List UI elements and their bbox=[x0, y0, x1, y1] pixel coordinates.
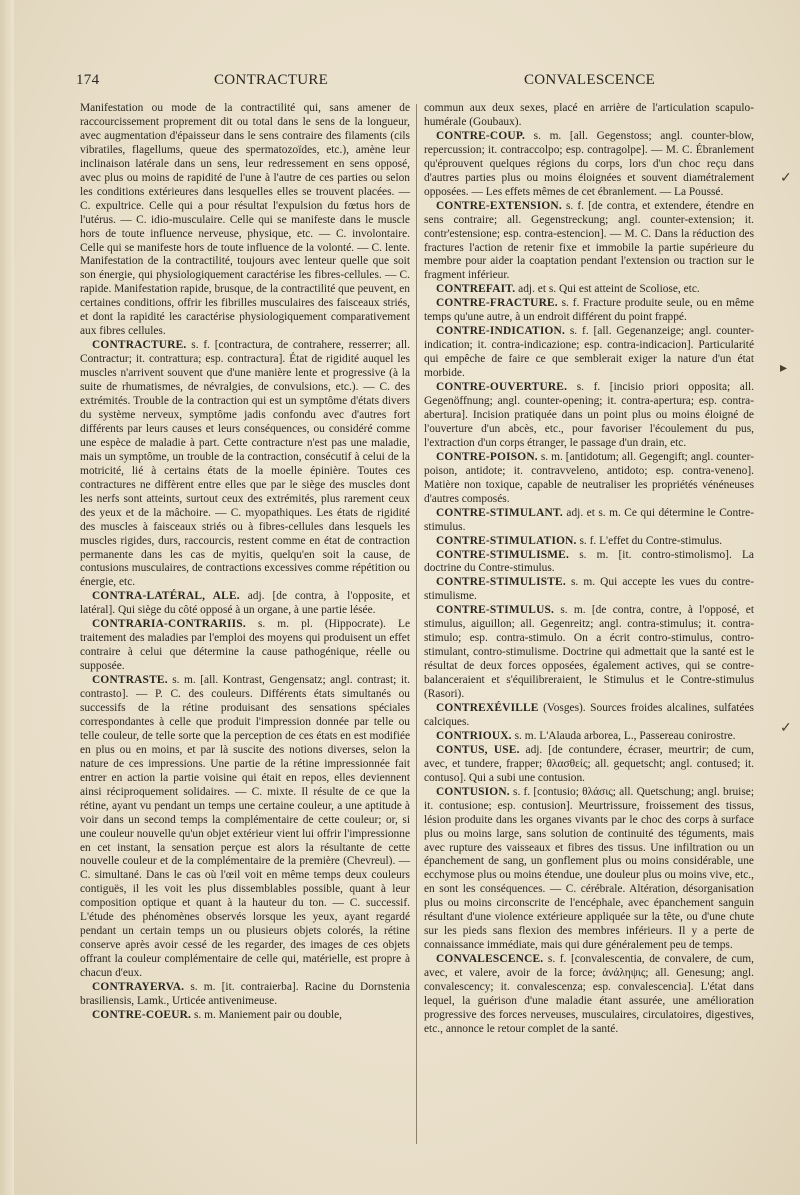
dictionary-entry bbox=[424, 953, 754, 1037]
entry-headword: CONTRASTE. bbox=[92, 674, 168, 687]
entry-headword: CONTRACTURE. bbox=[92, 339, 187, 352]
entry-headword: CONTUS, USE. bbox=[436, 743, 520, 756]
dictionary-entry bbox=[80, 590, 410, 618]
entry-text: adj. [de contundere, écraser, meurtrir; de cum, avec, et tundere, frapper; θλασθείς; all. gequetscht; angl. contused; it. contuso]. Qui a subi une contusion. bbox=[424, 743, 754, 784]
page-number: 174 bbox=[76, 72, 100, 88]
dictionary-entry bbox=[424, 381, 754, 451]
dictionary-entry bbox=[424, 576, 754, 604]
right-running-title: CONVALESCENCE bbox=[524, 72, 656, 88]
margin-arrow: ▸ bbox=[780, 360, 788, 376]
entry-text: adj. et s. m. Ce qui détermine le Contre-stimulus. bbox=[424, 506, 754, 533]
dictionary-entry bbox=[424, 130, 754, 200]
entry-headword: CONTRE-OUVERTURE. bbox=[436, 381, 568, 394]
dictionary-entry bbox=[424, 786, 754, 953]
entry-headword: CONTUSION. bbox=[436, 785, 510, 798]
entry-text: s. m. [it. contraierba]. Racine du Dornstenia brasiliensis, Lamk., Urticée antivenimeuse. bbox=[80, 981, 410, 1007]
dictionary-entry bbox=[80, 618, 410, 674]
entry-text: s. m. [all. Kontrast, Gengensatz; angl. contrast; it. contrasto]. — P. C. des couleurs. Différents états simultanés ou successifs de la rétine produisant des sensations spéciales correspondantes à celle que produit l'impression donnée par telle ou telle couleur, de telle sorte que la perception de ces états en est modifiée en plus ou en moins, et par là suscite des notions diverses, selon la nature de ces impressions. Une partie de la rétine impressionnée fait entrer en action la partie voisine qui était en repos, elles deviennent ainsi réciproquement solidaires. — C. mixte. Il résulte de ce que la rétine, ayant vu pendant un temps une certaine couleur, a une aptitude à voir dans un second temps la complémentaire de cette couleur; or, si une couleur nouvelle qu'un objet extérieur vient lui offrir l'impressionne en cet instant, la sensation perçue est alors la résultante de cette nouvelle couleur et de la complémentaire de la première (Chevreul). — C. simultané. Dans le cas où l'œil voit en même temps deux couleurs contiguës, il les voit les plus dissemblables possible, quant à leur composition optique et quant à la hauteur du ton. — C. successif. L'étude des phénomènes observés lorsque les yeux, ayant regardé pendant un certain temps un ou plusieurs objets colorés, la rétine conserve après avoir cessé de les regarder, des images de ces objets offrant la couleur complémentaire de celle qui, matérielle, est propre à chacun d'eux. bbox=[80, 674, 410, 980]
dictionary-entry bbox=[424, 297, 754, 325]
column-divider bbox=[416, 104, 417, 1144]
entry-headword: CONTREFAIT. bbox=[436, 283, 516, 296]
entry-text: s. f. [de contra, et extendere, étendre en sens contraire; all. Gegenstreckung; angl. counter-extension; it. contr'estensione; esp. contra-estencion]. — M. C. Dans la réduction des fractures l'action de retenir fixe et immobile la partie supérieure du membre pour aider la coaptation pendant l'extension ou traction sur le fragment inférieur. bbox=[424, 199, 754, 282]
entry-text: s. f. [all. Gegenanzeige; angl. counter-indication; it. contra-indicazione; esp. contra-indicacion]. Particularité qui empêche de faire ce que semblerait exiger la nature d'un état morbide. bbox=[424, 325, 754, 380]
left-column bbox=[80, 102, 410, 1023]
dictionary-entry bbox=[424, 604, 754, 702]
entry-text: s. m. [antidotum; all. Gegengift; angl. counter-poison, antidote; it. contravveleno, antidoto; esp. contra-veneno]. Matière non toxique, capable de neutraliser les propriétés vénéneuses d'autres composés. bbox=[424, 450, 754, 505]
dictionary-entry bbox=[424, 702, 754, 730]
right-column bbox=[424, 102, 754, 1037]
entry-headword: CONTRA-LATÉRAL, ALE. bbox=[92, 590, 240, 603]
entry-text: s. m. pl. (Hippocrate). Le traitement des maladies par l'emploi des moyens qui produisent un effet contraire à celui que détermine la cause pathogénique, réelle ou supposée. bbox=[80, 618, 410, 673]
dictionary-entry bbox=[80, 674, 410, 981]
entry-text: s. m. [it. contro-stimolismo]. La doctrine du Contre-stimulus. bbox=[424, 548, 754, 575]
entry-text: s. f. Fracture produite seule, ou en même temps qu'une autre, à un endroit différent du point frappé. bbox=[424, 297, 754, 324]
dictionary-entry bbox=[424, 535, 754, 549]
entry-text: s. m. [all. Gegenstoss; angl. counter-blow, repercussion; it. contraccolpo; esp. contragolpe]. — M. C. Ébranlement qu'éprouvent quelques régions du corps, lors d'un choc reçu dans d'autres parties plus ou moins éloignées et souvent diamétralement opposées. — Les effets mêmes de cet ébranlement. — La Poussé. bbox=[424, 129, 754, 198]
entry-headword: CONTRE-STIMULISME. bbox=[436, 548, 570, 561]
entry-text: s. m. Qui accepte les vues du contre-stimulisme. bbox=[424, 576, 754, 603]
dictionary-entry bbox=[424, 283, 754, 297]
dictionary-entry bbox=[424, 451, 754, 507]
running-header bbox=[76, 72, 770, 92]
dictionary-entry bbox=[80, 102, 410, 339]
entry-text: Manifestation ou mode de la contractilité qui, sans amener de raccourcissement proprement dit ou total dans le sens de la longueur, avec augmentation d'épaisseur dans le sens contraire des filaments (cils vibratiles, flagellums, queue des spermatozoïdes, etc.), amène leur inclinaison latérale dans un sens, leur redressement en sens opposé, avec plus ou moins de rapidité de l'une à l'autre de ces parties ou selon les conditions extérieures dans lesquelles elles se trouvent placées. — C. expultrice. Celle qui a pour résultat l'expulsion du fœtus hors de l'utérus. — C. idio-musculaire. Celle qui se manifeste dans le muscle hors de toute influence nerveuse, physique, etc. — C. involontaire. Celle qui se manifeste hors de toute influence de la volonté. — C. lente. Manifestation de la contractilité, toujours avec lenteur quelle que soit son énergie, qui physiologiquement caractérise les fibres-cellules. — C. rapide. Manifestation rapide, brusque, de la contractilité que peuvent, en certaines conditions, offrir les fibrilles musculaires des faisceaux striés, et dont la rapidité les caractérise physiologiquement comparativement aux fibres cellules. bbox=[80, 102, 410, 338]
left-running-title: CONTRACTURE bbox=[214, 72, 329, 88]
dictionary-entry bbox=[424, 744, 754, 786]
entry-headword: CONTRE-STIMULANT. bbox=[436, 506, 563, 519]
entry-text: s. f. [convalescentia, de convalere, de cum, avec, et valere, avoir de la force; ἀνάληψις; all. Genesung; angl. convalescency; it. convalescenza; esp. convalescencia]. L'état dans lequel, la guérison d'une maladie étant assurée, une amélioration progressive des forces nerveuses, musculaires, circulatoires, digestives, etc., annonce le retour complet de la santé. bbox=[424, 953, 754, 1035]
entry-text: s. m. [de contra, contre, à l'opposé, et stimulus, aiguillon; all. Gegenreitz; angl. contra-stimulus; it. contra-stimulo; esp. contra-stimulo. On a écrit contro-stimulus, contro-stimulant, contro-stimulisme. Doctrine qui admettait que la santé est le résultat de deux forces opposées, également actives, qui se contre-balanceraient et s'équilibreraient, le Stimulus et le Contre-stimulus (Rasori). bbox=[424, 604, 754, 701]
entry-text: (Vosges). Sources froides alcalines, sulfatées calciques. bbox=[424, 701, 754, 728]
entry-headword: CONTRE-COUP. bbox=[436, 129, 525, 142]
dictionary-entry bbox=[424, 549, 754, 577]
dictionary-entry bbox=[424, 325, 754, 381]
entry-text: s. m. Maniement pair ou double, bbox=[191, 1008, 343, 1021]
dictionary-entry bbox=[80, 981, 410, 1009]
dictionary-entry bbox=[80, 1009, 410, 1023]
entry-text: s. m. L'Alauda arborea, L., Passereau conirostre. bbox=[511, 729, 736, 742]
entry-headword: CONTRE-STIMULATION. bbox=[436, 534, 577, 547]
entry-headword: CONTRE-FRACTURE. bbox=[436, 297, 558, 310]
entry-headword: CONTRAYERVA. bbox=[92, 981, 185, 994]
entry-headword: CONTRE-STIMULISTE. bbox=[436, 576, 566, 589]
entry-headword: CONTRARIA-CONTRARIIS. bbox=[92, 618, 246, 631]
entry-headword: CONVALESCENCE. bbox=[436, 953, 544, 966]
entry-text: adj. [de contra, à l'opposite, et latéral]. Qui siège du côté opposé à un organe, à une partie lésée. bbox=[80, 590, 410, 617]
entry-text: s. f. [contractura, de contrahere, resserrer; all. Contractur; it. contrattura; esp. contractura]. État de rigidité auquel les muscles n'arrivent souvent que d'une manière lente et progressive (à la suite de rhumatismes, de névralgies, de convulsions, etc.). — C. des extrémités. Trouble de la contraction qui est un symptôme d'états divers du système nerveux, symptôme jadis confondu avec d'autres fort différents par leurs causes et leurs conséquences, ou considéré comme une espèce de maladie à part. Cette contracture n'est pas une maladie, mais un symptôme, un trouble de la contraction, consécutif à celui de la motricité, lié à certains états de la moelle épinière. Toutes ces contractures ne diffèrent entre elles que par le siège des muscles dont les nerfs sont atteints, surtout ceux des extrémités, plus rarement ceux des yeux et de la mâchoire. — C. myopathiques. Les états de rigidité des muscles à faisceaux striés ou à fibres-cellules dans lesquels les muscles rigides, durs, raccourcis, restent comme en état de contraction permanente dans les cas de myitis, quelqu'en soit la cause, de contusions musculaires, de contractions excessives comme répétition ou énergie, etc. bbox=[80, 339, 410, 589]
margin-mark: ✓ bbox=[780, 170, 792, 186]
dictionary-entry bbox=[424, 730, 754, 744]
page-gutter-shadow bbox=[0, 0, 14, 1195]
entry-text: adj. et s. Qui est atteint de Scoliose, etc. bbox=[515, 283, 700, 296]
entry-text: s. f. [contusio; θλάσις; all. Quetschung; angl. bruise; it. contusione; esp. contusion]. Meurtrissure, froissement des tissus, lésion produite dans les organes vivants par le choc des corps à surface plus ou moins large, sans solution de continuité des téguments, mais avec rupture des vaisseaux et fibres des tissus. Une infiltration ou un épanchement de sang, un gonflement plus ou moins considérable, une ecchymose plus ou moins étendue, une douleur plus ou moins vive, etc., en sont les conséquences. — C. cérébrale. Altération, désorganisation plus ou moins circonscrite de l'encéphale, avec épanchement sanguin résultant d'une violence extérieure appliquée sur la tête, ou d'une chute sur les pieds sans flexion des membres inférieurs. Il y a perte de connaissance immédiate, mais qui dure généralement peu de temps. bbox=[424, 785, 754, 952]
entry-headword: CONTRE-POISON. bbox=[436, 450, 538, 463]
dictionary-entry bbox=[424, 102, 754, 130]
entry-headword: CONTRE-EXTENSION. bbox=[436, 199, 562, 212]
dictionary-entry bbox=[424, 507, 754, 535]
margin-mark: ✓ bbox=[780, 720, 792, 736]
entry-text: commun aux deux sexes, placé en arrière de l'articulation scapulo-humérale (Goubaux). bbox=[424, 102, 754, 128]
entry-text: s. f. L'effet du Contre-stimulus. bbox=[576, 534, 723, 547]
entry-headword: CONTRE-INDICATION. bbox=[436, 325, 566, 338]
entry-text: s. f. [incisio priori opposita; all. Gegenöffnung; angl. counter-opening; it. contra-apertura; esp. contra-abertura]. Incision pratiquée dans un point plus ou moins éloigné de l'ouverture d'un abcès, etc., pour favoriser l'écoulement du pus, l'extraction d'un corps étranger, le passage d'un drain, etc. bbox=[424, 381, 754, 449]
dictionary-entry bbox=[424, 200, 754, 284]
dictionary-entry bbox=[80, 339, 410, 590]
entry-headword: CONTRE-STIMULUS. bbox=[436, 604, 555, 617]
entry-headword: CONTRIOUX. bbox=[436, 729, 512, 742]
entry-headword: CONTRE-COEUR. bbox=[92, 1008, 192, 1021]
entry-headword: CONTREXÉVILLE bbox=[436, 701, 539, 714]
